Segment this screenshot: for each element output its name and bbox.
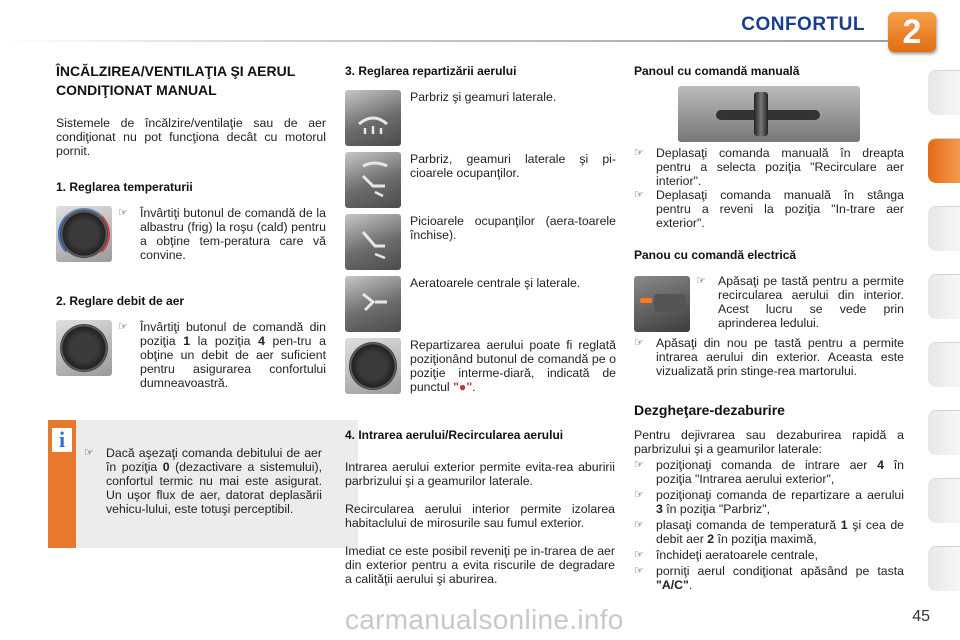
option-windscreen: Parbriz şi geamuri laterale. [410,90,557,104]
manual-instruction-right: ☞ Deplasaţi comanda manuală în dreapta pentru a selecta poziţia "Recirculare aer interior". [634,146,904,188]
temperature-heading: 1. Reglarea temperaturii [56,180,193,194]
distribution-knob-image [345,338,401,394]
chapter-tab-active[interactable] [928,138,960,183]
option-windscreen-feet: Parbriz, geamuri laterale şi pi-cioarele ocupanţilor. [410,152,616,180]
defrost-step-3: ☞ plasaţi comanda de temperatură 1 şi cea de debit aer 2 în poziţia maximă, [634,518,905,546]
pointing-hand-icon: ☞ [84,447,94,459]
defrost-step-2: ☞ poziţionaţi comanda de repartizare a aerului 3 în poziţia "Parbriz", [634,488,904,516]
defrost-step-4: ☞ închideţi aeratoarele centrale, [634,548,819,562]
info-icon: i [52,428,72,452]
electric-instruction-off: ☞ Apăsaţi din nou pe tastă pentru a permite intrarea aerului din exterior. Aceasta este vizualizată prin stinge-rea martorului. [634,336,904,378]
chapter-tab[interactable] [928,206,960,251]
electric-recirculation-button-image [634,276,690,332]
chapter-tab[interactable] [928,410,960,455]
windscreen-feet-icon [345,152,401,208]
defrost-heading: Dezgheţare-dezaburire [634,402,785,418]
info-note-text: ☞ Dacă aşezaţi comanda debitului de aer în poziţia 0 (dezactivare a sistemului), confortul termic nu mai este asigurat. Un uşor flux de aer, datorat deplasării vehicu-lului, este totuşi perceptibil. [84,446,323,516]
manual-instruction-left: ☞ Deplasaţi comanda manuală în stânga pentru a reveni la poziţia "In-trare aer exterior". [634,188,904,230]
pointing-hand-icon: ☞ [696,275,706,287]
page-number: 45 [912,608,930,625]
feet-icon [345,214,401,270]
pointing-hand-icon: ☞ [634,337,644,349]
chapter-tab[interactable] [928,274,960,319]
windscreen-demist-icon [345,90,401,146]
chapter-tab[interactable] [928,342,960,387]
pointing-hand-icon: ☞ [118,321,128,333]
chapter-title: CONFORTUL [741,14,865,35]
defrost-intro: Pentru dejivrarea sau dezaburirea rapidă a parbrizului şi a geamurilor laterale: [634,428,904,456]
electric-instruction-on: ☞ Apăsaţi pe tastă pentru a permite recircularea aerului din interior. Acest lucru se vede prin aprinderea ledului. [696,274,904,330]
pointing-hand-icon: ☞ [634,519,644,531]
airflow-knob-image [56,320,112,376]
option-intermediate: Repartizarea aerului poate fi reglată poziţionând butonul de comandă pe o poziţie interme-diară, indicată de punctul "●". [410,338,616,394]
airflow-heading: 2. Reglare debit de aer [56,294,185,308]
pointing-hand-icon: ☞ [118,207,128,219]
chapter-number-badge: 2 [888,12,936,52]
pointing-hand-icon: ☞ [634,147,644,159]
pointing-hand-icon: ☞ [634,459,644,471]
air-intake-paragraph-1: Intrarea aerului exterior permite evita-rea aburirii parbrizului şi a geamurilor laterale. [345,460,615,488]
temperature-knob-image [56,206,112,262]
chapter-tab[interactable] [928,478,960,523]
option-feet: Picioarele ocupanţilor (aera-toarele închise). [410,214,616,242]
section-title: ÎNCĂLZIREA/VENTILAŢIA ŞI AERUL CONDIŢIONAT MANUAL [56,63,296,98]
site-watermark: carmanualsonline.info [345,604,624,635]
option-face-vents: Aeratoarele centrale şi laterale. [410,276,581,290]
chapter-tab[interactable] [928,546,960,591]
face-vents-icon [345,276,401,332]
temperature-instruction: ☞ Învârtiţi butonul de comandă de la albastru (frig) la roşu (cald) pentru a obţine tem-peratura care vă convine. [118,206,326,262]
pointing-hand-icon: ☞ [634,549,644,561]
pointing-hand-icon: ☞ [634,565,644,577]
chapter-tab[interactable] [928,70,960,115]
defrost-step-5: ☞ porniţi aerul condiţionat apăsând pe tasta "A/C". [634,564,904,592]
air-intake-heading: 4. Intrarea aerului/Recircularea aerului [345,428,564,442]
airflow-instruction: ☞ Învârtiţi butonul de comandă din poziţia 1 la poziţia 4 pen-tru a obţine un debit de aer suficient pentru asigurarea confortului dumneavoastră. [118,320,326,390]
manual-panel-heading: Panoul cu comandă manuală [634,64,800,78]
pointing-hand-icon: ☞ [634,489,644,501]
manual-recirculation-lever-image [678,86,860,142]
defrost-step-1: ☞ poziţionaţi comanda de intrare aer 4 în poziţia "Intrarea aerului exterior", [634,458,904,486]
side-chapter-tabs [928,70,960,590]
pointing-hand-icon: ☞ [634,189,644,201]
air-intake-paragraph-3: Imediat ce este posibil reveniţi pe in-trarea de aer din exterior pentru a evita riscurile de degradare a calităţii aerului şi aburirea. [345,544,615,586]
header-rule [0,40,900,42]
intro-paragraph: Sistemele de încălzire/ventilaţie sau de aer condiţionat nu pot funcţiona decât cu motorul pornit. [56,116,326,158]
air-intake-paragraph-2: Recircularea aerului interior permite izolarea habitaclului de mirosurile sau fumul exterior. [345,502,615,530]
distribution-heading: 3. Reglarea repartizării aerului [345,64,517,78]
electric-panel-heading: Panou cu comandă electrică [634,248,797,262]
